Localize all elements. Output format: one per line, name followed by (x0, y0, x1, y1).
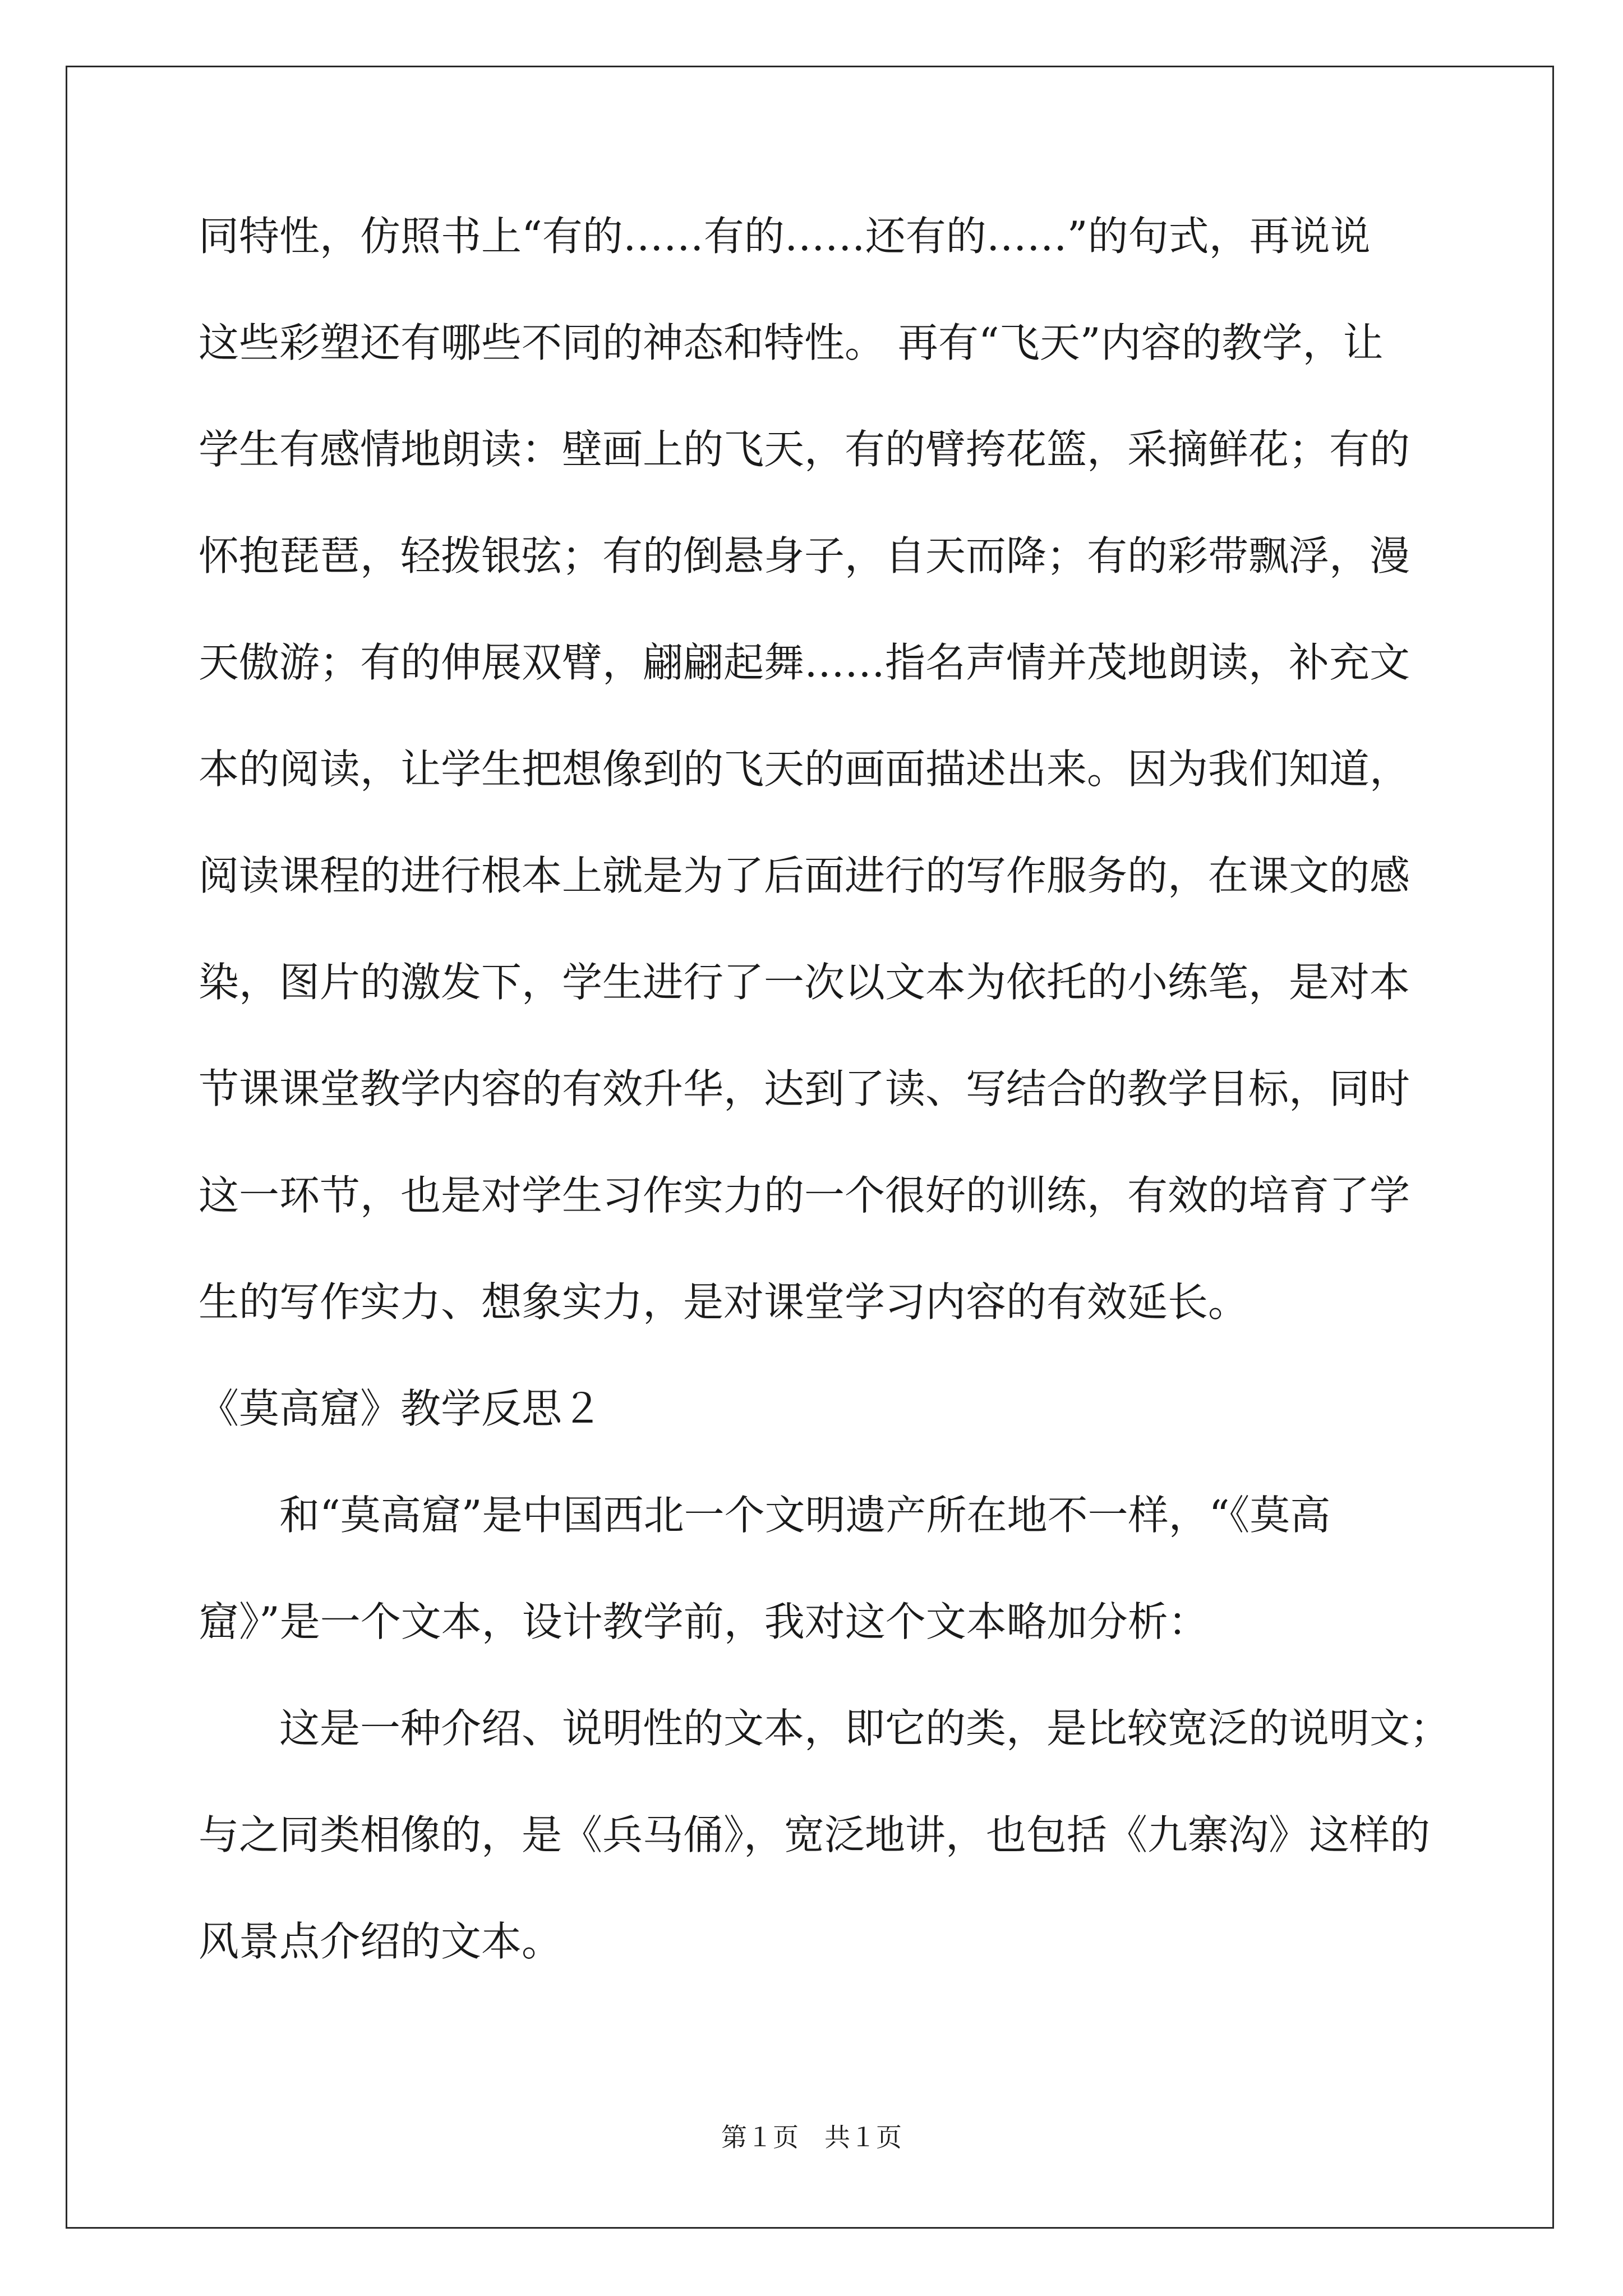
text-line: 学生有感情地朗读：壁画上的飞天，有的臂挎花篮，采摘鲜花；有的 (199, 426, 1410, 473)
text-line: 窟》”是一个文本，设计教学前，我对这个文本略加分析： (199, 1598, 1209, 1645)
section-heading: 《莫高窟》教学反思２ (199, 1385, 603, 1432)
text-line: 染，图片的激发下，学生进行了一次以文本为依托的小练笔，是对本 (199, 959, 1410, 1006)
text-line: 风景点介绍的文本。 (199, 1918, 562, 1965)
text-line: 天傲游；有的伸展双臂，翩翩起舞……指名声情并茂地朗读，补充文 (199, 639, 1410, 686)
text-line: 这是一种介绍、说明性的文本，即它的类，是比较宽泛的说明文； (199, 1705, 1451, 1752)
text-line: 与之同类相像的，是《兵马俑》，宽泛地讲，也包括《九寨沟》这样的 (199, 1811, 1431, 1858)
page-number-footer: 第１页 共１页 (721, 2122, 902, 2152)
text-line: 生的写作实力、想象实力，是对课堂学习内容的有效延长。 (199, 1278, 1249, 1326)
text-line: 怀抱琵琶，轻拨银弦；有的倒悬身子，自天而降；有的彩带飘浮，漫 (199, 532, 1410, 579)
text-line: 同特性，仿照书上“有的……有的……还有的……”的句式，再说说 (199, 213, 1371, 260)
text-line: 这一环节，也是对学生习作实力的一个很好的训练，有效的培育了学 (199, 1172, 1410, 1219)
text-line: 这些彩塑还有哪些不同的神态和特性。 再有“飞天”内容的教学，让 (199, 319, 1384, 366)
text-line: 本的阅读，让学生把想像到的飞天的画面描述出来。因为我们知道， (199, 746, 1410, 793)
text-line: 和“莫高窟”是中国西北一个文明遗产所在地不一样，“《莫高 (199, 1492, 1331, 1539)
text-line: 阅读课程的进行根本上就是为了后面进行的写作服务的，在课文的感 (199, 852, 1410, 899)
text-line: 节课课堂教学内容的有效升华，达到了读、写结合的教学目标，同时 (199, 1065, 1410, 1112)
page-border (66, 66, 1554, 2229)
